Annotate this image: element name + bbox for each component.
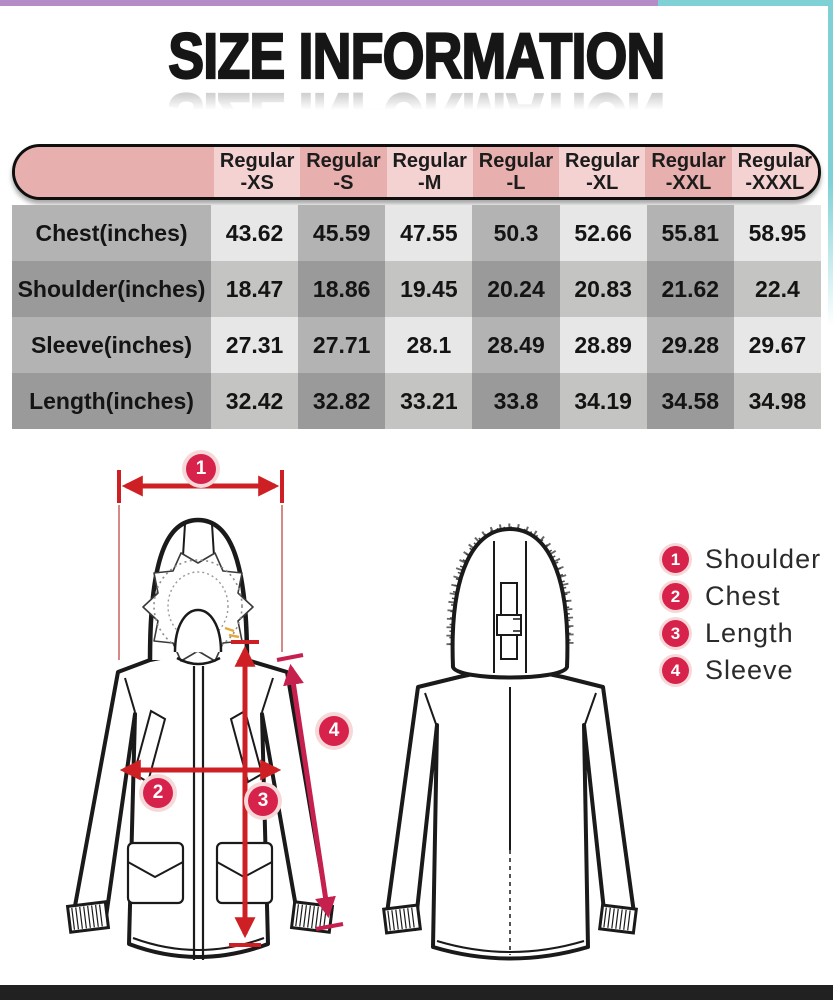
row-header: Chest(inches)	[12, 205, 211, 261]
page-title-wrap	[0, 18, 833, 94]
table-row-length	[12, 373, 821, 429]
size-table-body	[12, 205, 821, 429]
legend-label: Sleeve	[705, 655, 794, 685]
size-value-cell: 28.1	[385, 317, 472, 373]
header-size: -XS	[240, 172, 274, 194]
size-value-cell: 55.81	[647, 205, 734, 261]
size-value-cell: 34.58	[647, 373, 734, 429]
bottom-border-bar	[0, 985, 833, 1000]
table-row-shoulder	[12, 261, 821, 317]
size-value-cell: 28.89	[560, 317, 647, 373]
header-size: -XXXL	[745, 172, 805, 194]
size-value-cell: 20.83	[560, 261, 647, 317]
top-border-teal	[658, 0, 833, 6]
header-size: -XL	[586, 172, 619, 194]
measurement-marker-length: 3	[248, 786, 278, 816]
row-header: Length(inches)	[12, 373, 211, 429]
front-jacket-drawing	[55, 500, 365, 975]
size-table	[12, 144, 821, 429]
size-value-cell: 27.71	[298, 317, 385, 373]
legend-label: Shoulder	[705, 544, 822, 574]
column-header-xxxl	[732, 147, 818, 197]
header-prefix: Regular	[737, 149, 813, 172]
measurement-marker-chest: 2	[143, 778, 173, 808]
size-value-cell: 27.31	[211, 317, 298, 373]
size-value-cell: 33.21	[385, 373, 472, 429]
row-header: Shoulder(inches)	[12, 261, 211, 317]
size-value-cell: 22.4	[734, 261, 821, 317]
table-row-sleeve	[12, 317, 821, 373]
column-header-xxl	[645, 147, 731, 197]
size-value-cell: 50.3	[472, 205, 559, 261]
size-value-cell: 47.55	[385, 205, 472, 261]
size-value-cell: 33.8	[472, 373, 559, 429]
measurement-marker-shoulder: 1	[186, 454, 216, 484]
legend-label: Chest	[705, 581, 781, 611]
size-table-header	[12, 144, 821, 200]
header-size: -S	[333, 172, 354, 194]
size-value-cell: 43.62	[211, 205, 298, 261]
size-value-cell: 32.42	[211, 373, 298, 429]
legend-label: Length	[705, 618, 794, 648]
header-prefix: Regular	[219, 149, 295, 172]
header-prefix: Regular	[651, 149, 726, 172]
legend-item-sleeve	[662, 652, 827, 689]
top-border-purple	[0, 0, 658, 6]
header-blank-cell	[15, 147, 214, 197]
header-prefix: Regular	[306, 149, 381, 172]
measurement-marker-sleeve: 4	[319, 716, 349, 746]
size-value-cell: 21.62	[647, 261, 734, 317]
size-value-cell: 32.82	[298, 373, 385, 429]
size-value-cell: 45.59	[298, 205, 385, 261]
legend-marker: 2	[662, 583, 689, 610]
column-header-xl	[559, 147, 645, 197]
legend-item-length	[662, 615, 827, 652]
size-value-cell: 52.66	[560, 205, 647, 261]
column-header-l	[473, 147, 559, 197]
header-prefix: Regular	[565, 149, 640, 172]
column-header-xs	[214, 147, 300, 197]
back-jacket-drawing	[375, 515, 665, 975]
measurement-legend	[662, 541, 827, 689]
legend-marker: 4	[662, 657, 689, 684]
size-value-cell: 34.98	[734, 373, 821, 429]
column-header-m	[387, 147, 473, 197]
header-prefix: Regular	[478, 149, 554, 172]
size-value-cell: 19.45	[385, 261, 472, 317]
legend-item-shoulder	[662, 541, 827, 578]
size-value-cell: 18.47	[211, 261, 298, 317]
size-value-cell: 29.67	[734, 317, 821, 373]
legend-marker: 3	[662, 620, 689, 647]
size-value-cell: 58.95	[734, 205, 821, 261]
legend-marker: 1	[662, 546, 689, 573]
header-prefix: Regular	[392, 149, 467, 172]
legend-item-chest	[662, 578, 827, 615]
size-value-cell: 20.24	[472, 261, 559, 317]
header-size: -L	[506, 172, 526, 194]
size-value-cell: 18.86	[298, 261, 385, 317]
page-title: SIZE INFORMATION	[168, 20, 665, 92]
column-header-s	[300, 147, 386, 197]
header-size: -XXL	[665, 172, 712, 194]
size-value-cell: 34.19	[560, 373, 647, 429]
table-row-chest	[12, 205, 821, 261]
header-size: -M	[418, 172, 442, 194]
row-header: Sleeve(inches)	[12, 317, 211, 373]
size-value-cell: 29.28	[647, 317, 734, 373]
size-value-cell: 28.49	[472, 317, 559, 373]
